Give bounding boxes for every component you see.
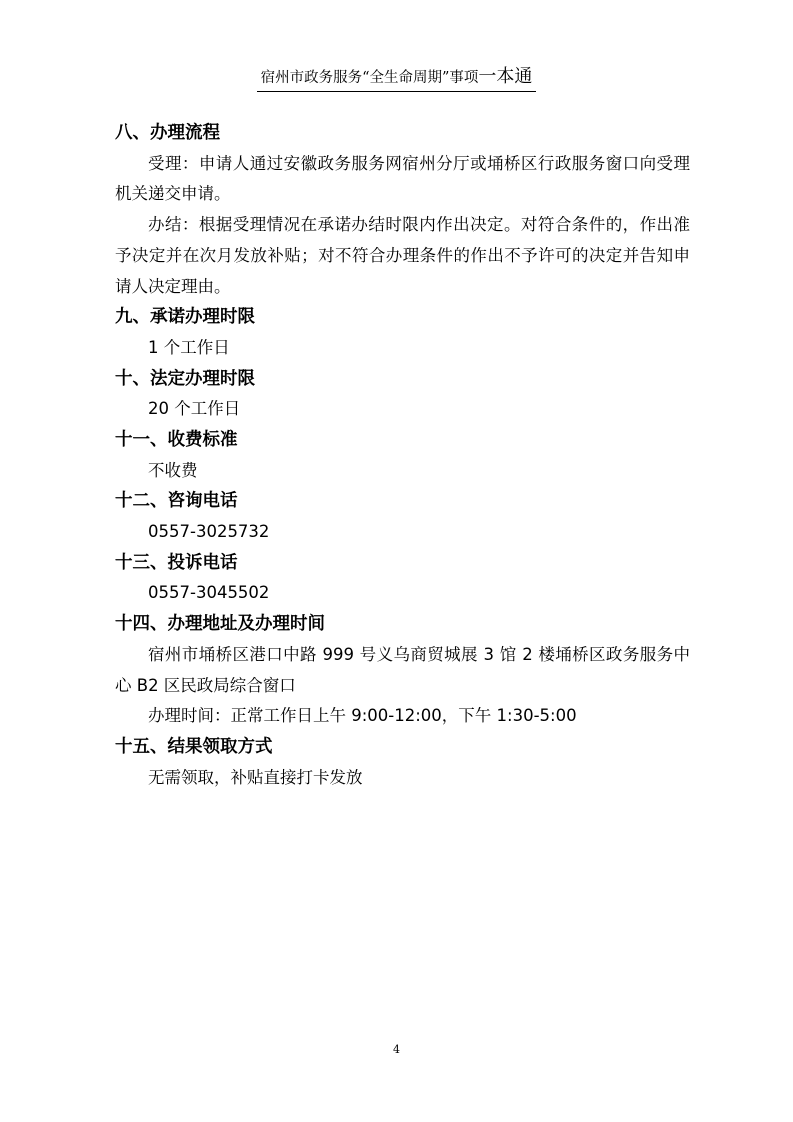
- section-9-value: 1 个工作日: [148, 337, 230, 357]
- section-14-address: 宿州市埇桥区港口中路 999 号义乌商贸城展 3 馆 2 楼埇桥区政务服务中心 B2 区民政局综合窗口: [115, 644, 690, 695]
- header-title: [257, 62, 537, 92]
- section-8-completion: 办结：根据受理情况在承诺办结时限内作出决定。对符合条件的，作出准予决定并在次月发放补贴；对不符合办理条件的作出不予许可的决定并告知申请人决定理由。: [115, 215, 690, 296]
- section-11-value: 不收费: [148, 460, 198, 480]
- section-14-hours: 办理时间：正常工作日上午 9:00-12:00，下午 1:30-5:00: [148, 706, 577, 726]
- section-12-value: 0557-3025732: [148, 522, 270, 542]
- section-8-acceptance: 受理：申请人通过安徽政务服务网宿州分厅或埇桥区行政服务窗口向受理机关递交申请。: [115, 153, 690, 204]
- section-8-heading: 八、办理流程: [115, 123, 220, 143]
- section-12-heading: 十二、咨询电话: [115, 491, 238, 512]
- page-header: [0, 62, 793, 92]
- section-13-value: 0557-3045502: [148, 583, 270, 603]
- header-title-small: 宿州市政务服务“全生命周期”事项: [260, 70, 479, 86]
- document-body: [115, 118, 690, 793]
- section-10-heading: 十、法定办理时限: [115, 368, 255, 389]
- section-15-heading: 十五、结果领取方式: [115, 736, 273, 757]
- section-13-heading: 十三、投诉电话: [115, 552, 238, 573]
- page-number: 4: [393, 1043, 400, 1056]
- section-15-value: 无需领取，补贴直接打卡发放: [148, 767, 363, 787]
- section-11-heading: 十一、收费标准: [115, 429, 238, 450]
- section-10-value: 20 个工作日: [148, 399, 241, 419]
- header-title-big: 一本通: [478, 66, 533, 87]
- section-9-heading: 九、承诺办理时限: [115, 307, 255, 328]
- section-14-heading: 十四、办理地址及办理时间: [115, 614, 325, 635]
